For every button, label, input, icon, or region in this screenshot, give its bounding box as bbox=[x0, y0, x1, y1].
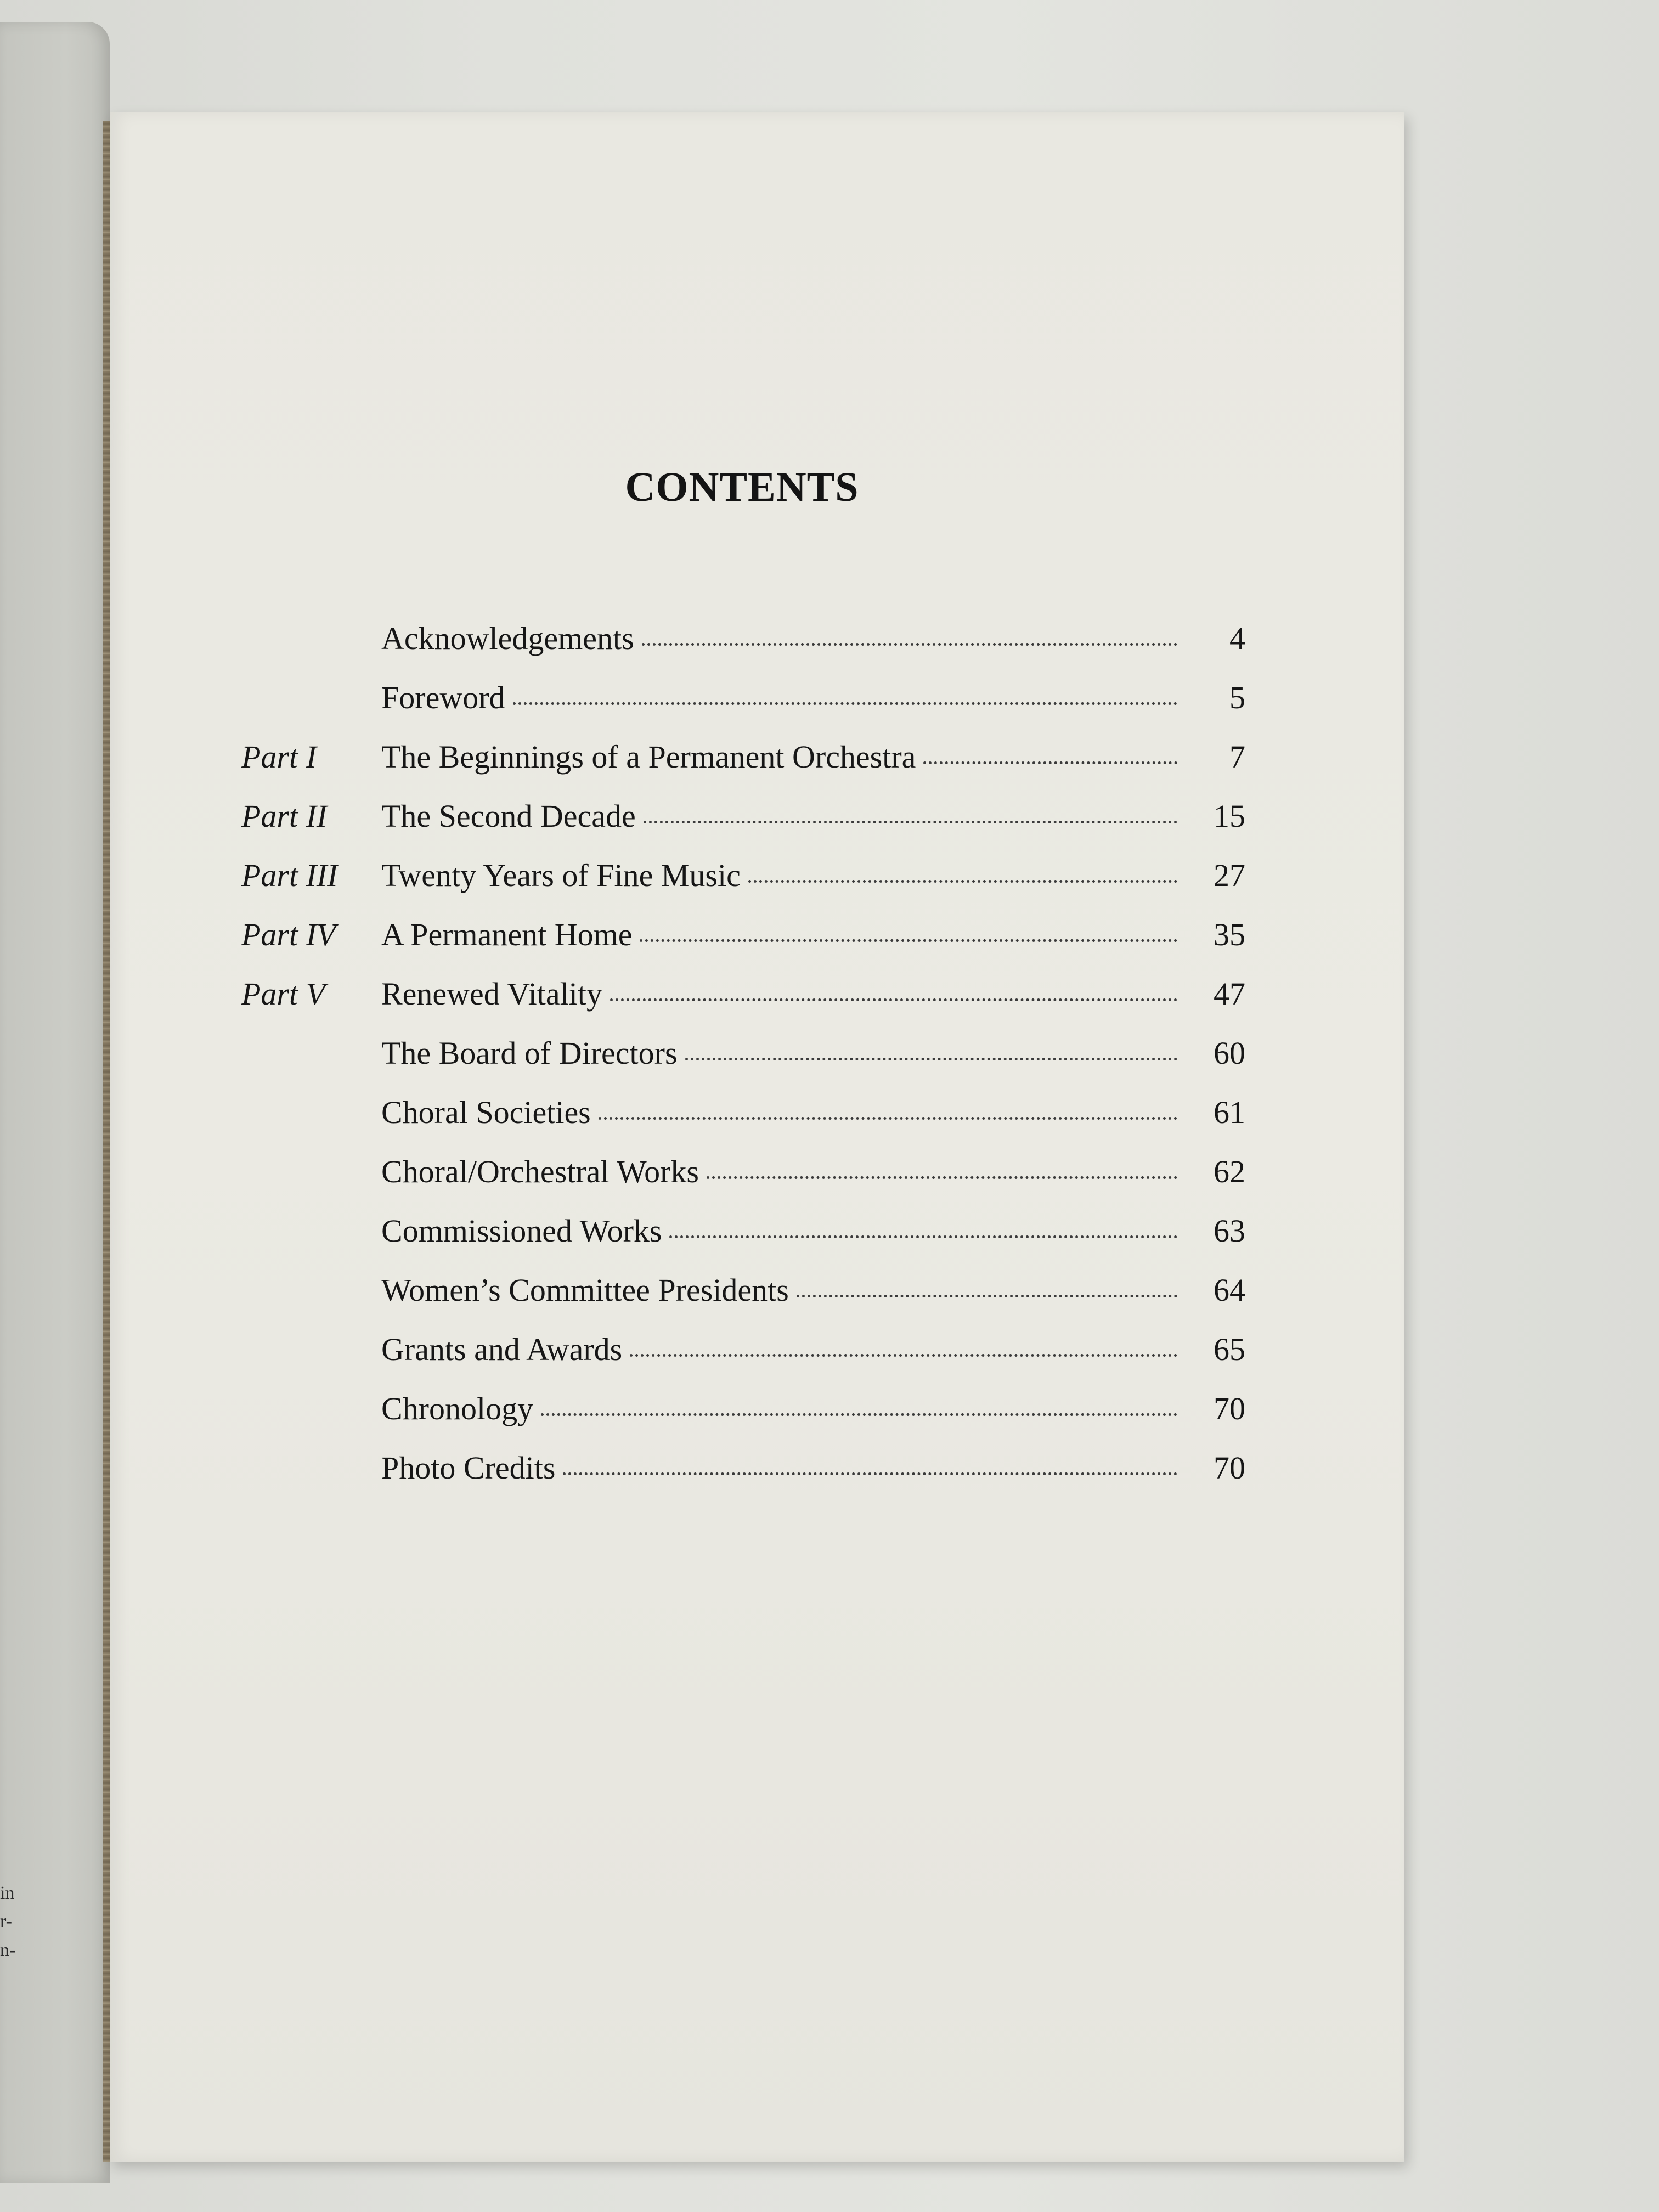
toc-entry-title: Choral Societies bbox=[381, 1094, 591, 1130]
toc-page-number: 62 bbox=[1214, 1154, 1245, 1189]
dot-leader bbox=[599, 1117, 1177, 1120]
toc-entry-title: Acknowledgements bbox=[381, 620, 634, 656]
dot-leader bbox=[563, 1472, 1177, 1475]
toc-page-number: 27 bbox=[1214, 857, 1245, 893]
toc-entry-title: The Beginnings of a Permanent Orchestra bbox=[381, 739, 916, 775]
dot-leader bbox=[923, 761, 1177, 764]
toc-entry bbox=[241, 1272, 1245, 1331]
toc-entry bbox=[241, 975, 1245, 1035]
toc-entry-title: Choral/Orchestral Works bbox=[381, 1154, 699, 1189]
dot-leader bbox=[644, 821, 1177, 823]
toc-page-number: 60 bbox=[1214, 1035, 1245, 1071]
toc-entry-title: Twenty Years of Fine Music bbox=[381, 857, 741, 893]
toc-entry-title: Chronology bbox=[381, 1391, 534, 1426]
toc-part-label: Part V bbox=[241, 976, 326, 1012]
dot-leader bbox=[642, 643, 1177, 646]
toc-page-number: 63 bbox=[1214, 1213, 1245, 1249]
left-fragment: n- bbox=[0, 1940, 16, 1960]
dot-leader bbox=[707, 1176, 1177, 1179]
toc-page-number: 5 bbox=[1229, 680, 1245, 715]
toc-entry bbox=[241, 1449, 1245, 1509]
toc-entry bbox=[241, 1094, 1245, 1153]
toc-entry bbox=[241, 1035, 1245, 1094]
toc-page-number: 61 bbox=[1214, 1094, 1245, 1130]
left-fragment: in bbox=[0, 1883, 15, 1903]
toc-entry bbox=[241, 857, 1245, 916]
dot-leader bbox=[513, 702, 1177, 705]
toc-entry-title: Commissioned Works bbox=[381, 1213, 662, 1249]
left-fragment: r- bbox=[0, 1911, 12, 1932]
dot-leader bbox=[630, 1354, 1177, 1357]
toc-page-number: 65 bbox=[1214, 1331, 1245, 1367]
dot-leader bbox=[541, 1413, 1177, 1416]
toc-entry-title: Foreword bbox=[381, 680, 505, 715]
toc-entry bbox=[241, 1212, 1245, 1272]
toc-entry-title: Renewed Vitality bbox=[381, 976, 602, 1012]
dot-leader bbox=[685, 1058, 1177, 1060]
toc-page-number: 70 bbox=[1214, 1391, 1245, 1426]
toc-entry bbox=[241, 679, 1245, 738]
toc-entry bbox=[241, 620, 1245, 679]
dot-leader bbox=[748, 880, 1177, 883]
toc-page-number: 7 bbox=[1229, 739, 1245, 775]
toc-entry bbox=[241, 916, 1245, 975]
toc-entry bbox=[241, 738, 1245, 798]
toc-entry-title: Photo Credits bbox=[381, 1450, 556, 1486]
toc-entry-title: Women’s Committee Presidents bbox=[381, 1272, 789, 1308]
page-title: CONTENTS bbox=[625, 464, 859, 510]
contents-page bbox=[110, 112, 1404, 2162]
left-page bbox=[0, 22, 110, 2183]
dot-leader bbox=[797, 1295, 1177, 1297]
toc-entry bbox=[241, 798, 1245, 857]
toc-page-number: 47 bbox=[1214, 976, 1245, 1012]
toc-entry-title: The Second Decade bbox=[381, 798, 636, 834]
toc-entry-title: Grants and Awards bbox=[381, 1331, 623, 1367]
toc-page-number: 64 bbox=[1214, 1272, 1245, 1308]
toc-part-label: Part II bbox=[241, 798, 328, 834]
table-of-contents bbox=[241, 620, 1245, 1509]
toc-part-label: Part III bbox=[241, 857, 338, 893]
toc-entry bbox=[241, 1390, 1245, 1449]
toc-page-number: 70 bbox=[1214, 1450, 1245, 1486]
dot-leader bbox=[610, 998, 1177, 1001]
dot-leader bbox=[640, 939, 1177, 942]
toc-entry-title: The Board of Directors bbox=[381, 1035, 678, 1071]
toc-page-number: 15 bbox=[1214, 798, 1245, 834]
toc-page-number: 4 bbox=[1229, 620, 1245, 656]
toc-part-label: Part I bbox=[241, 739, 317, 775]
toc-part-label: Part IV bbox=[241, 917, 336, 952]
toc-entry bbox=[241, 1331, 1245, 1390]
left-page-text-fragments bbox=[0, 1879, 22, 1965]
toc-page-number: 35 bbox=[1214, 917, 1245, 952]
toc-entry bbox=[241, 1153, 1245, 1212]
toc-entry-title: A Permanent Home bbox=[381, 917, 633, 952]
dot-leader bbox=[669, 1235, 1177, 1238]
